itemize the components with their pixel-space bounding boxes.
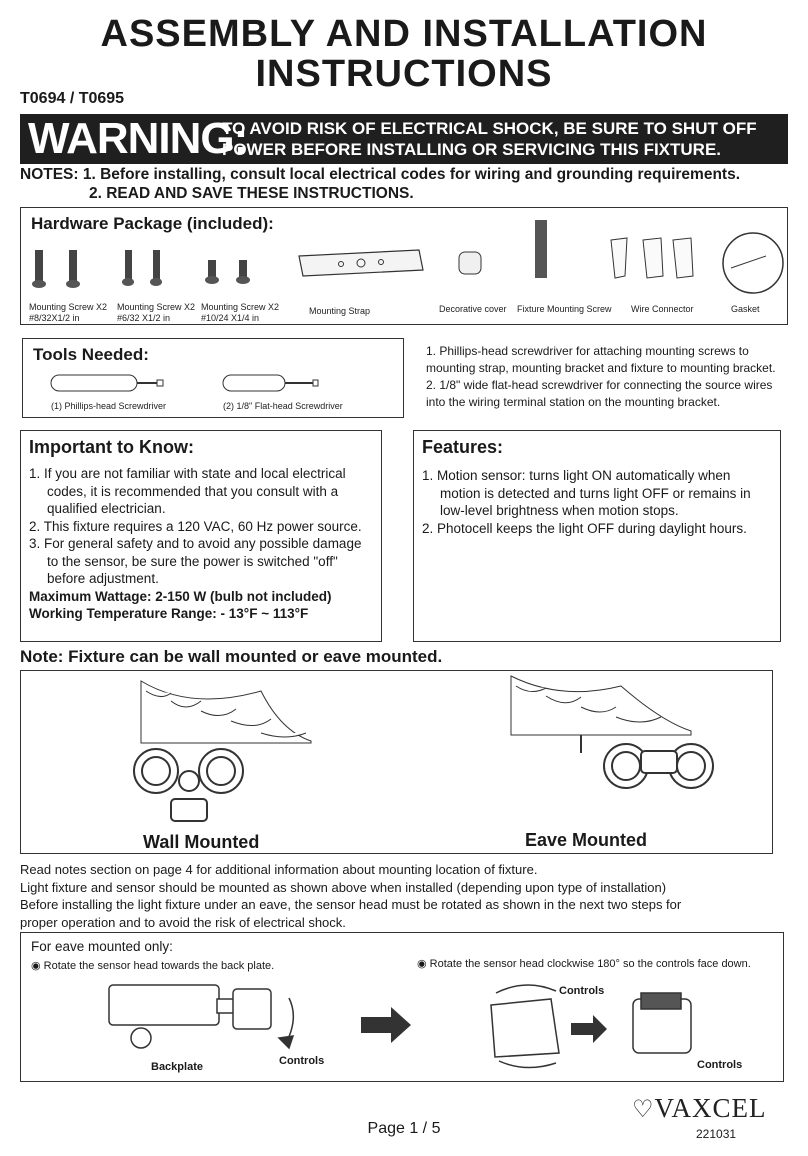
flathead-screwdriver-icon [223,375,318,391]
eave-steps-box [20,932,784,1082]
important-item-3: 3. For general safety and to avoid any possible damage to the sensor, be sure the power is switched "off" before adjustment. [29,536,362,586]
warning-line1: TO AVOID RISK OF ELECTRICAL SHOCK, BE SURE TO SHUT OFF [222,119,757,138]
brand-logo: ♡VAXCEL [632,1093,767,1123]
gasket-icon [723,233,783,293]
warning-banner [20,114,788,164]
hw-caption-2: Mounting Screw X2 #6/32 X1/2 in [117,302,196,323]
eave-only-title: For eave mounted only: [31,939,173,954]
max-wattage: Maximum Wattage: 2-150 W (bulb not included) [29,588,332,604]
important-item-1: 1. If you are not familiar with state and local electrical codes, it is recommended that you consult with a qualified electrician. [29,466,346,516]
warning-word: WARNING: [28,114,248,163]
mounting-strap-icon [299,250,423,276]
bullet-icon: ◉ [31,960,44,972]
tool2-caption: (2) 1/8" Flat-head Screwdriver [223,401,343,411]
features-box [413,430,781,642]
mount-note: Note: Fixture can be wall mounted or eave mounted. [20,647,443,666]
wall-mounted-label: Wall Mounted [143,832,260,852]
wall-fixture-icon [134,749,243,821]
page-title-line1: ASSEMBLY AND INSTALLATION [100,13,708,55]
fixture-mounting-screw-icon [535,220,547,278]
document-code: 221031 [696,1127,737,1141]
backplate-fixture-icon [109,985,293,1048]
warning-text [222,118,757,160]
sensor-head-before-icon [491,985,559,1068]
tool1-caption: (1) Phillips-head Screwdriver [51,401,167,411]
screw-6-32-icon [122,250,162,286]
features-list [422,467,774,537]
important-item-2: 2. This fixture requires a 120 VAC, 60 Hz power source. [29,518,362,534]
sensor-head-after-icon [633,993,691,1053]
features-item-1: 1. Motion sensor: turns light ON automatically when motion is detected and turns light OFF or remains in low-level brightness when motion stops. [422,468,751,518]
important-box [20,430,382,642]
tools-box [22,338,404,418]
screw-8-32-icon [32,250,80,288]
controls-label-1: Controls [279,1055,325,1067]
tools-title: Tools Needed: [33,345,149,364]
screw-10-24-icon [205,260,250,284]
eave-mounted-label: Eave Mounted [525,830,648,850]
hw-caption-7: Wire Connector [631,304,694,314]
eave-step-2: ◉ Rotate the sensor head clockwise 180° so the controls face down. [417,958,751,970]
tools-explanation: 1. Phillips-head screwdriver for attaching mounting screws to mounting strap, mounting bracket and fixture to mounting bracket. 2. 1/8" wide flat-head screwdriver for connecting the source wires into the wiring terminal station on the mounting bracket. [426,344,776,409]
important-list [29,465,374,623]
warning-line2: POWER BEFORE INSTALLING OR SERVICING THIS FIXTURE. [222,140,722,159]
phillips-screwdriver-icon [51,375,163,391]
eave-fixture-icon [604,744,713,788]
hw-caption-5: Decorative cover [439,304,507,314]
controls-label-2: Controls [559,985,605,997]
hardware-title: Hardware Package (included): [31,214,274,233]
notes-line1: NOTES: 1. Before installing, consult local electrical codes for wiring and grounding requirements. [20,166,741,183]
mounting-paragraph: Read notes section on page 4 for additional information about mounting location of fixture. Light fixture and sensor should be mounted as shown above when installed (depending upon type of installation) Before installing the light fixture under an eave, the sensor head must be rotated as shown in the next two steps for proper operation and to avoid the risk of electrical shock. [20,862,682,930]
temp-range: Working Temperature Range: - 13°F ~ 113°F [29,606,309,621]
eave-step-illustrations [21,933,781,1079]
small-right-arrow-icon [571,1015,607,1043]
page-number: Page 1 / 5 [367,1120,441,1137]
mount-illustrations [21,671,771,852]
hw-caption-6: Fixture Mounting Screw [517,304,612,314]
page-title-line2: INSTRUCTIONS [255,53,553,95]
features-title: Features: [422,437,504,457]
hw-caption-3: Mounting Screw X2 #10/24 X1/4 in [201,302,280,323]
backplate-label: Backplate [151,1061,203,1073]
hardware-package-box [20,207,788,325]
decorative-cover-icon [459,252,481,274]
bullet-icon: ◉ [417,958,430,970]
features-item-2: 2. Photocell keeps the light OFF during daylight hours. [422,520,747,536]
eave-roof-icon [511,676,691,753]
controls-label-3: Controls [697,1059,743,1071]
right-arrow-icon [361,1007,411,1043]
hw-caption-8: Gasket [731,304,760,314]
hw-caption-4: Mounting Strap [309,306,371,316]
notes [20,165,740,203]
important-title: Important to Know: [29,437,194,457]
wall-roof-icon [141,681,311,743]
wire-connector-icon [611,238,693,278]
model-number: T0694 / T0695 [20,90,125,107]
hw-caption-1: Mounting Screw X2 #8/32X1/2 in [29,302,108,323]
eave-step-1: ◉ Rotate the sensor head towards the back plate. [31,960,275,972]
notes-line2: 2. READ AND SAVE THESE INSTRUCTIONS. [89,185,414,202]
mount-illustration-box [20,670,773,854]
heart-logo-icon: ♡ [632,1097,655,1123]
